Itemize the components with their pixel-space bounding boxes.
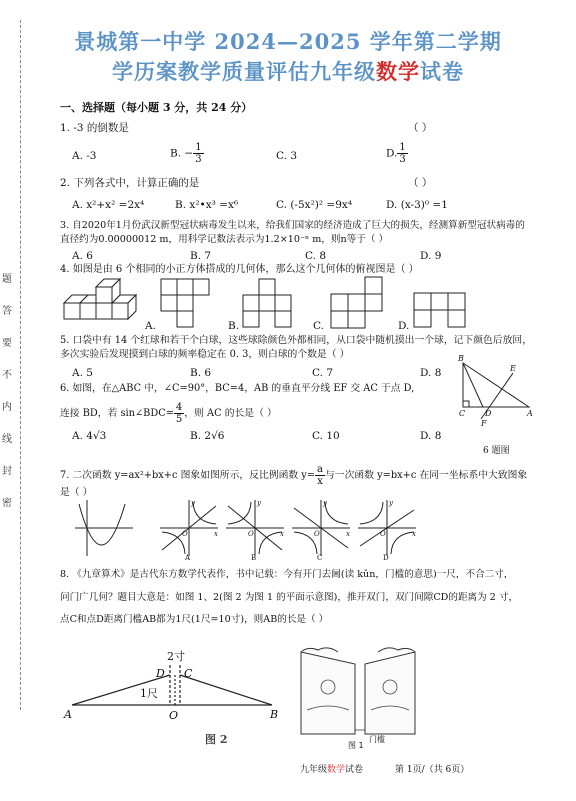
axis-label-y: y (389, 499, 393, 507)
label-e: E (510, 364, 516, 373)
option-label: B (251, 554, 257, 562)
exam-title: 景城第一中学 2024—2025 学年第二学期 (74, 29, 502, 54)
origin-label: O (182, 530, 188, 538)
q7-option-graphs (160, 498, 416, 562)
q4-option-a: A. (145, 320, 156, 332)
margin-char: 内 (2, 402, 12, 413)
margin-char: 不 (2, 370, 12, 381)
q4-option-b: B. (228, 320, 240, 332)
q8-line1: 8. 《九章算术》是古代东方数学代表作，书中记载：今有开门去阃(读 kǔn，门槛的意思)一尺，不合二寸， (60, 569, 514, 580)
fig2-label-d: D (156, 667, 165, 680)
fig1-caption: 图 1 (348, 741, 364, 750)
q5-option-c: C. 7 (312, 367, 334, 379)
q2-option-d: D. (x-3)⁰ =1 (386, 199, 448, 211)
fig2-gap-label: 2寸 (167, 650, 185, 663)
q3-option-d: D. 9 (420, 250, 442, 262)
q5-option-d: D. 8 (420, 367, 442, 379)
q4-stem: 4. 如图是由 6 个相同的小正方体搭成的几何体，那么这个几何体的俯视图是（ ） (60, 264, 419, 275)
q5-option-b: B. 6 (190, 367, 212, 379)
binding-line (20, 20, 21, 710)
q6-line2: 连接 BD，若 sin∠BDC= $\frac{4}{5}$ ，则 AC 的长是（ ） (60, 402, 277, 425)
margin-char: 线 (2, 434, 12, 445)
axis-label-x: x (214, 530, 218, 538)
footer-page: 第 1页/（共 6页） (395, 765, 470, 775)
q4-option-c: C. (313, 320, 324, 332)
q7-line1: 7. 二次函数 y=ax²+bx+c 图象如图所示，反比例函数 y= $\frac{a}{x}$ 与一次函数 y=bx+c 在同一坐标系中大致图象 (60, 464, 528, 487)
q6-caption: 6 题图 (483, 446, 510, 456)
q3-line1: 3. 自2020年1月份武汉新型冠状病毒发生以来，给我们国家的经济造成了巨大的损失，经测算新型冠状病毒的 (60, 220, 525, 231)
fig2-label-b: B (270, 708, 279, 721)
label-f: F (481, 419, 487, 428)
fig2-label-o: O (169, 709, 179, 722)
q3-line2: 直径约为0.00000012 m，用科学记数法表示为1.2×10⁻ⁿ m，则n等于（ ） (60, 234, 389, 245)
q4-option-c-figure (328, 276, 384, 330)
q7-parabola-graph (73, 498, 135, 558)
margin-char: 答 (2, 306, 12, 317)
margin-char: 要 (2, 338, 12, 349)
q2-option-a: A. x²+x² =2x⁴ (72, 199, 145, 211)
fig1-threshold-label: 门槛 (369, 735, 385, 744)
q6-line1: 6. 如图，在△ABC 中，∠C=90°，BC=4，AB 的垂直平分线 EF 交 AC 于点 D, (60, 383, 415, 394)
q5-option-a: A. 5 (72, 367, 93, 379)
q6-option-c: C. 10 (312, 430, 340, 442)
q2-option-c: C. (-5x²)² =9x⁴ (276, 199, 353, 211)
margin-char: 封 (2, 466, 12, 477)
q1-option-c: C. 3 (276, 150, 298, 162)
margin-char: 题 (2, 274, 12, 285)
option-label: C (317, 554, 323, 562)
axis-label-y: y (191, 499, 195, 507)
option-label: D (383, 554, 389, 562)
answer-paren: （ ） (408, 122, 433, 134)
q1-option-d: D. $\frac{1}{3}$ (386, 142, 406, 165)
q3-option-c: C. 8 (305, 250, 327, 262)
q3-option-a: A. 6 (72, 250, 93, 262)
q1-stem: 1. -3 的倒数是 (60, 122, 129, 134)
fig2-caption: 图 2 (205, 733, 228, 746)
q4-solid-figure (62, 275, 142, 330)
q7-option-graph (358, 499, 416, 562)
q2-stem: 2. 下列各式中，计算正确的是 (60, 177, 200, 189)
section-heading: 一、选择题（每小题 3 分，共 24 分） (60, 101, 253, 114)
axis-label-x: x (280, 530, 284, 538)
answer-paren: （ ） (408, 177, 433, 189)
q2-option-b: B. x²•x³ =x⁶ (175, 199, 239, 211)
q8-line2: 问门广几何？题目大意是：如图 1、2(图 2 为图 1 的平面示意图)，推开双门，双门间隙CD的距离为 2 寸， (60, 592, 519, 603)
origin-label: O (314, 530, 320, 538)
q4-option-d: D. (398, 320, 410, 332)
exam-subtitle: 学历案教学质量评估九年级数学试卷 (112, 59, 464, 84)
q6-option-a: A. 4√3 (72, 430, 107, 442)
label-a: A (527, 409, 533, 418)
margin-char: 密 (2, 498, 12, 509)
q1-option-b: B. − $\frac{1}{3}$ (170, 142, 202, 165)
q3-option-b: B. 7 (190, 250, 212, 262)
axis-label-y: y (257, 499, 261, 507)
q7-option-graph (292, 499, 350, 562)
q8-line3: 点C和点D距离门槛AB都为1尺(1尺=10寸)，则AB的长是（ ） (60, 614, 329, 625)
q8-figure-1 (293, 642, 423, 752)
q4-option-b-figure (242, 278, 294, 330)
axis-label-y: y (323, 499, 327, 507)
q6-option-b: B. 2√6 (190, 430, 225, 442)
label-c: C (459, 409, 466, 418)
label-b: B (458, 354, 464, 363)
q8-figure-2 (62, 645, 287, 745)
label-d: D (485, 409, 492, 418)
axis-label-x: x (346, 530, 350, 538)
q4-option-d-figure (413, 292, 467, 330)
q4-option-a-figure (160, 278, 212, 330)
q6-triangle-figure (455, 354, 535, 428)
fig2-label-a: A (64, 708, 72, 721)
axis-label-x: x (412, 530, 416, 538)
q7-option-graph (226, 499, 284, 562)
fig2-distance-label: 1尺 (140, 687, 158, 700)
q6-option-d: D. 8 (420, 430, 442, 442)
fig2-label-c: C (184, 667, 193, 680)
q5-line2: 多次实验后发现摸到白球的频率稳定在 0. 3，则白球的个数是（ ） (60, 349, 350, 360)
q5-line1: 5. 口袋中有 14 个红球和若干个白球，这些球除颜色外都相同，从口袋中随机摸出一个球，记下颜色后放回， (60, 335, 533, 346)
option-label: A (185, 554, 191, 562)
q7-option-graph (160, 499, 218, 562)
footer-title: 九年级数学试卷 (300, 765, 364, 775)
q7-line2: 是（ ） (60, 487, 93, 498)
origin-label: O (248, 530, 254, 538)
q1-option-a: A. -3 (72, 150, 97, 162)
origin-label: O (380, 530, 386, 538)
